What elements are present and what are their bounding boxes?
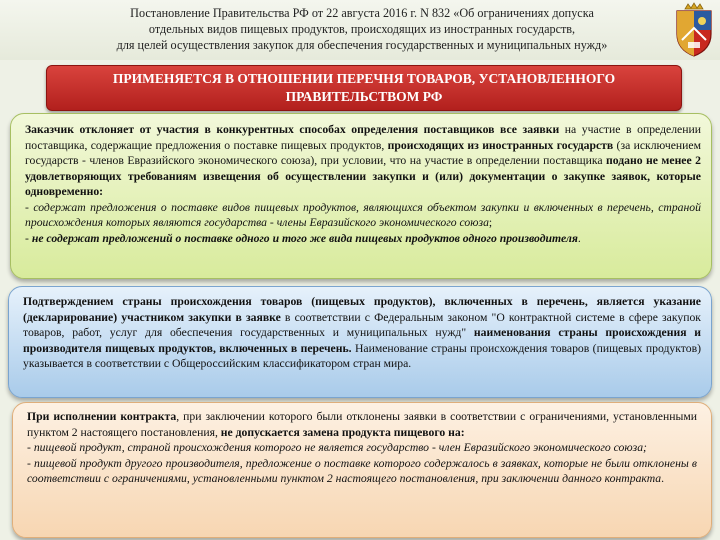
condition-item-1 (25, 200, 701, 231)
text-run: - (27, 441, 34, 454)
text-run: в соответствии с Федеральным законом "О контрактной системе в сфере закупок товаров, работ, услуг для обеспечения государственных и муниципальных нужд" (23, 310, 701, 339)
title-line-3: для целей осуществления закупок для обеспечения государственных и муниципальных нужд» (116, 38, 608, 52)
condition-item-2 (25, 231, 701, 247)
document-title (62, 5, 662, 53)
text-run: происходящих из иностранных государств (387, 138, 614, 152)
title-line-1: Постановление Правительства РФ от 22 августа 2016 г. N 832 «Об ограничениях допуска (130, 6, 594, 20)
text-run: отклоняет от участия в конкурентных способах определения поставщиков все заявки (73, 123, 560, 136)
text-run: пищевой продукт другого производителя, предложение о поставке которого содержалось в заявках, которые не были отклонены в соответствии с ограничениями, установленными пунктом 2 настоящего постановления, при заключении данного контракта (27, 456, 697, 485)
text-run: ; (488, 216, 493, 229)
banner-line-1: ПРИМЕНЯЕТСЯ В ОТНОШЕНИИ ПЕРЕЧНЯ ТОВАРОВ, УСТАНОВЛЕННОГО (112, 71, 616, 86)
origin-confirmation-panel (8, 286, 712, 398)
text-run: Заказчик (25, 123, 74, 136)
text-run: не допускается замена продукта пищевого на: (220, 425, 465, 439)
customer-rejection-text (25, 122, 701, 200)
text-run: на участие в определении поставщика, содержащие предложения о поставке пищевых продуктов, (25, 123, 701, 152)
applicability-banner (46, 65, 682, 111)
title-line-2: отдельных видов пищевых продуктов, происходящих из иностранных государств, (148, 22, 576, 36)
text-run: - (25, 231, 32, 245)
contract-execution-text (27, 409, 697, 440)
origin-confirmation-text (23, 294, 701, 372)
text-run: содержат предложения о поставке видов пищевых продуктов, являющихся объектом закупки и включенных в перечень, страной происхождения которых являются государства - члены Евразийского экономического союза (25, 200, 701, 229)
header (0, 0, 720, 60)
text-run: наименования страны происхождения и производителя пищевых продуктов, включенных в перечень. (23, 326, 701, 355)
banner-text (47, 70, 681, 106)
replacement-item-2 (27, 456, 697, 487)
text-run: - (25, 200, 34, 214)
customer-rejection-panel (10, 113, 712, 279)
contract-execution-panel (12, 402, 712, 538)
text-run: Наименование страны происхождения товаров (пищевых продуктов) указывается в соответствии с Общероссийским классификатором стран мира. (23, 341, 701, 370)
banner-line-2: ПРАВИТЕЛЬСТВОМ РФ (285, 89, 443, 104)
coat-of-arms-icon (672, 2, 716, 58)
text-run: , при заключении которого были отклонены заявки в соответствии с ограничениями, установленными пунктом 2 настоящего постановления, (27, 410, 698, 439)
text-run: При исполнении контракта (27, 410, 177, 423)
text-run: Подтверждением страны происхождения товаров (пищевых продуктов), включенных в перечень, является указание (декларирование) участником закупки в заявке (23, 295, 701, 324)
text-run: подано не менее 2 удовлетворяющих требованиям извещения об осуществлении закупки и (или) документации о закупке заявок, которые одновременно: (25, 154, 701, 198)
text-run: - (27, 456, 34, 470)
replacement-item-1 (27, 440, 697, 456)
text-run: . (661, 472, 665, 485)
text-run: (за исключением государств - членов Евразийского экономического союза), при условии, что на участие в определении поставщика (25, 138, 701, 167)
text-run: не содержат предложений о поставке одного и того же вида пищевых продуктов одного производителя (31, 231, 578, 245)
text-run: . (577, 231, 581, 245)
text-run: пищевой продукт, страной происхождения которого не является государство - член Евразийского экономического союза; (33, 441, 647, 454)
